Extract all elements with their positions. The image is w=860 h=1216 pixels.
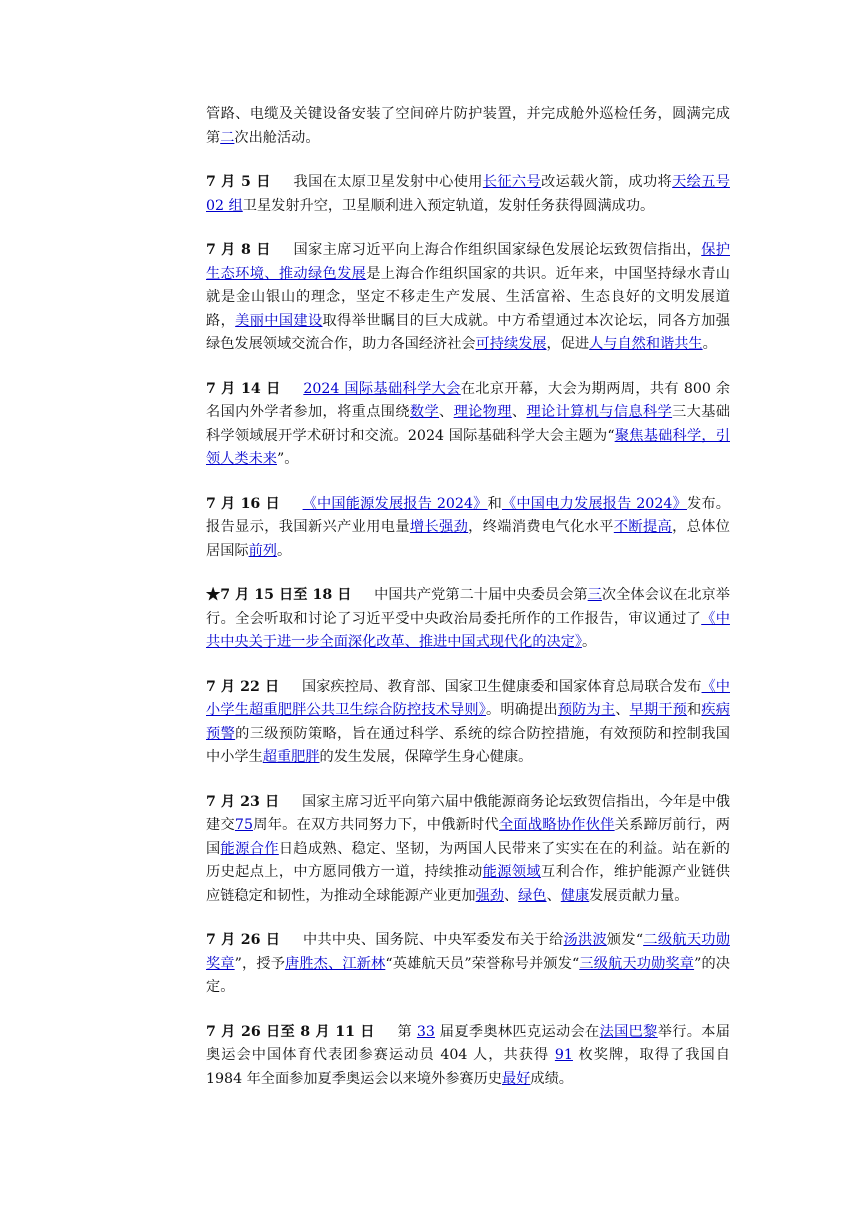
hyperlink[interactable]: 全面战略协作伙伴	[498, 817, 615, 833]
entry-text: 改运载火箭，成功将	[541, 174, 673, 190]
entry-text: 关系蹄厉前行，两国	[206, 817, 730, 857]
hyperlink[interactable]: 美丽中国建设	[235, 312, 323, 329]
entry-text: 互利合作，维护能源产业链供应链稳定和韧性，为推动全球能源产业更加	[206, 864, 730, 904]
entry-text: 、	[511, 404, 527, 420]
entry-text: 在北京开幕，大会为期两周，共有 800 余名国内外学者参加，将重点围绕	[206, 380, 730, 420]
entry-date: 7 月 5 日	[206, 174, 271, 190]
hyperlink[interactable]: 绿色	[518, 887, 547, 904]
entry-text: 国家疾控局、教育部、国家卫生健康委和国家体育总局联合发布	[301, 678, 702, 695]
hyperlink[interactable]: 《中小学生超重肥胖公共卫生综合防控技术导则》	[206, 678, 730, 718]
entry-text: 的发生发展，保障学生身心健康。	[319, 749, 533, 765]
hyperlink[interactable]: 汤洪波	[563, 932, 607, 948]
hyperlink[interactable]: 75	[234, 817, 253, 833]
entry-date: 7 月 26 日至 8 月 11 日	[206, 1023, 375, 1040]
hyperlink[interactable]: 三级航天功勋奖章	[579, 955, 695, 972]
hyperlink[interactable]: 聚焦基础科学，引领人类未来	[206, 427, 730, 467]
hyperlink[interactable]: 长征六号	[482, 174, 542, 190]
entry-date: 7 月 26 日	[206, 932, 281, 948]
entry-text: ，终端消费电气化水平	[468, 519, 614, 535]
entry-text: 发布。报告显示，我国新兴产业用电量	[206, 495, 730, 535]
hyperlink[interactable]: 增长强劲	[409, 519, 469, 535]
entry-text: 是上海合作组织国家的共识。近年来，中国坚持绿水青山就是金山银山的理念，坚定不移走生产发展、生活富裕、生态良好的文明发展道路，	[206, 265, 730, 329]
chronicle-entry	[206, 103, 730, 150]
hyperlink[interactable]: 前列	[248, 542, 277, 559]
hyperlink[interactable]: 最好	[502, 1070, 531, 1087]
hyperlink[interactable]: 33	[416, 1023, 435, 1040]
hyperlink[interactable]: 超重肥胖	[262, 749, 320, 765]
hyperlink[interactable]: 能源领域	[482, 864, 541, 880]
entry-text: 成绩。	[530, 1070, 573, 1087]
chronicle-entry	[206, 584, 730, 655]
entry-text: 。	[276, 542, 292, 559]
entry-text: 、	[503, 887, 519, 904]
entry-text: 、	[615, 702, 630, 718]
entry-text: 。明确提出	[486, 702, 558, 718]
chronicle-entry	[206, 1021, 730, 1092]
entry-text: 中国共产党第二十届中央委员会第	[374, 587, 588, 603]
entry-text: 周年。在双方共同努力下，中俄新时代	[252, 817, 499, 833]
entry-text: 次出舱活动。	[234, 129, 320, 146]
hyperlink[interactable]: 早期干预	[629, 702, 688, 718]
entry-text: 取得举世瞩目的巨大成就。中方希望通过本次论坛，同各方加强绿色发展领域交流合作，助力各国经济社会	[206, 312, 730, 352]
hyperlink[interactable]: 疾病预警	[206, 702, 730, 742]
entry-date: 7 月 16 日	[206, 495, 280, 512]
entry-text: 颁发“	[606, 932, 644, 948]
hyperlink[interactable]: 健康	[560, 887, 590, 904]
entry-date: 7 月 22 日	[206, 678, 280, 695]
hyperlink[interactable]: 强劲	[475, 887, 504, 904]
hyperlink[interactable]: 唐胜杰、江新林	[285, 955, 386, 972]
hyperlink[interactable]: 保护生态环境、推动绿色发展	[206, 242, 730, 282]
entry-text: ”。	[276, 451, 299, 467]
entry-text: 中共中央、国务院、中央军委发布关于给	[302, 932, 564, 948]
hyperlink[interactable]: 不断提高	[613, 519, 673, 535]
entry-text: 次全体会议在北京举行。全会听取和讨论了习近平受中央政治局委托所作的工作报告，审议通过了	[206, 587, 730, 627]
entry-text: 。	[702, 336, 717, 352]
hyperlink[interactable]: 二	[220, 129, 235, 146]
entry-text: 发展贡献力量。	[589, 887, 689, 904]
entry-text: ，促进	[546, 336, 590, 352]
hyperlink[interactable]: 91	[554, 1047, 573, 1063]
chronicle-entry	[206, 171, 730, 218]
entry-date: ★7 月 15 日至 18 日	[206, 587, 352, 603]
hyperlink[interactable]: 《中共中央关于进一步全面深化改革、推进中国式现代化的决定》	[206, 610, 730, 650]
entry-date: 7 月 8 日	[206, 242, 271, 258]
entry-text: 国家主席习近平向第六届中俄能源商务论坛致贺信指出，今年是中俄建交	[206, 793, 730, 833]
hyperlink[interactable]: 《中国电力发展报告 2024》	[501, 495, 687, 512]
chronicle-entry	[206, 378, 730, 472]
hyperlink[interactable]: 数学	[409, 404, 440, 420]
entry-text: 、	[439, 404, 454, 420]
hyperlink[interactable]: 二级航天功勋奖章	[206, 932, 730, 972]
entry-text: ”，授予	[234, 955, 286, 972]
entry-date: 7 月 23 日	[206, 793, 280, 810]
entry-text: 管路、电缆及关键设备安装了空间碎片防护装置，并完成舱外巡检任务，圆满完成第	[206, 106, 730, 146]
entry-text: ，总体位居国际	[206, 519, 730, 559]
entry-text: 三大基础科学领域展开学术研讨和交流。2024 国际基础科学大会主题为“	[206, 404, 730, 444]
entry-text: “英雄航天员”荣誉称号并颁发“	[385, 955, 580, 972]
hyperlink[interactable]: 《中国能源发展报告 2024》	[302, 495, 488, 512]
entry-date: 7 月 14 日	[206, 380, 281, 397]
entry-text: 日趋成熟、稳定、坚韧，为两国人民带来了实实在在的利益。站在新的历史起点上，中方愿同俄方一道，持续推动	[206, 840, 730, 880]
entry-text: 届夏季奥林匹克运动会在	[434, 1023, 600, 1040]
entry-text: 卫星发射升空，卫星顺利进入预定轨道，发射任务获得圆满成功。	[242, 197, 655, 214]
entry-text: 我国在太原卫星发射中心使用	[293, 174, 483, 190]
entry-text: 第	[397, 1023, 417, 1040]
chronicle-body	[206, 103, 730, 1112]
hyperlink[interactable]: 2024 国际基础科学大会	[303, 380, 461, 397]
entry-text: ”的决定。	[206, 955, 730, 995]
entry-text: 举行。本届奥运会中国体育代表团参赛运动员 404 人，共获得	[206, 1023, 730, 1063]
hyperlink[interactable]: 人与自然和谐共生	[589, 336, 703, 352]
entry-text: 枚奖牌，取得了我国自 1984 年全面参加夏季奥运会以来境外参赛历史	[206, 1047, 730, 1087]
hyperlink[interactable]: 能源合作	[220, 840, 279, 857]
hyperlink[interactable]: 三	[587, 587, 602, 603]
entry-text: 和	[487, 495, 502, 512]
entry-text: 国家主席习近平向上海合作组织国家绿色发展论坛致贺信指出，	[293, 242, 702, 258]
hyperlink[interactable]: 预防为主	[557, 702, 616, 718]
hyperlink[interactable]: 法国巴黎	[599, 1023, 658, 1040]
hyperlink[interactable]: 天绘五号 02 组	[206, 174, 730, 214]
hyperlink[interactable]: 可持续发展	[475, 336, 547, 352]
chronicle-entry	[206, 929, 730, 1000]
chronicle-entry	[206, 239, 730, 357]
entry-text: 。	[581, 634, 597, 650]
chronicle-entry	[206, 493, 730, 564]
chronicle-entry	[206, 791, 730, 909]
entry-text: 、	[546, 887, 561, 904]
hyperlink[interactable]: 理论计算机与信息科学	[526, 404, 673, 420]
chronicle-entry	[206, 676, 730, 770]
entry-text: 的三级预防策略，旨在通过科学、系统的综合防控措施，有效预防和控制我国中小学生	[206, 725, 730, 765]
entry-text: 和	[687, 702, 702, 718]
hyperlink[interactable]: 理论物理	[453, 404, 512, 420]
